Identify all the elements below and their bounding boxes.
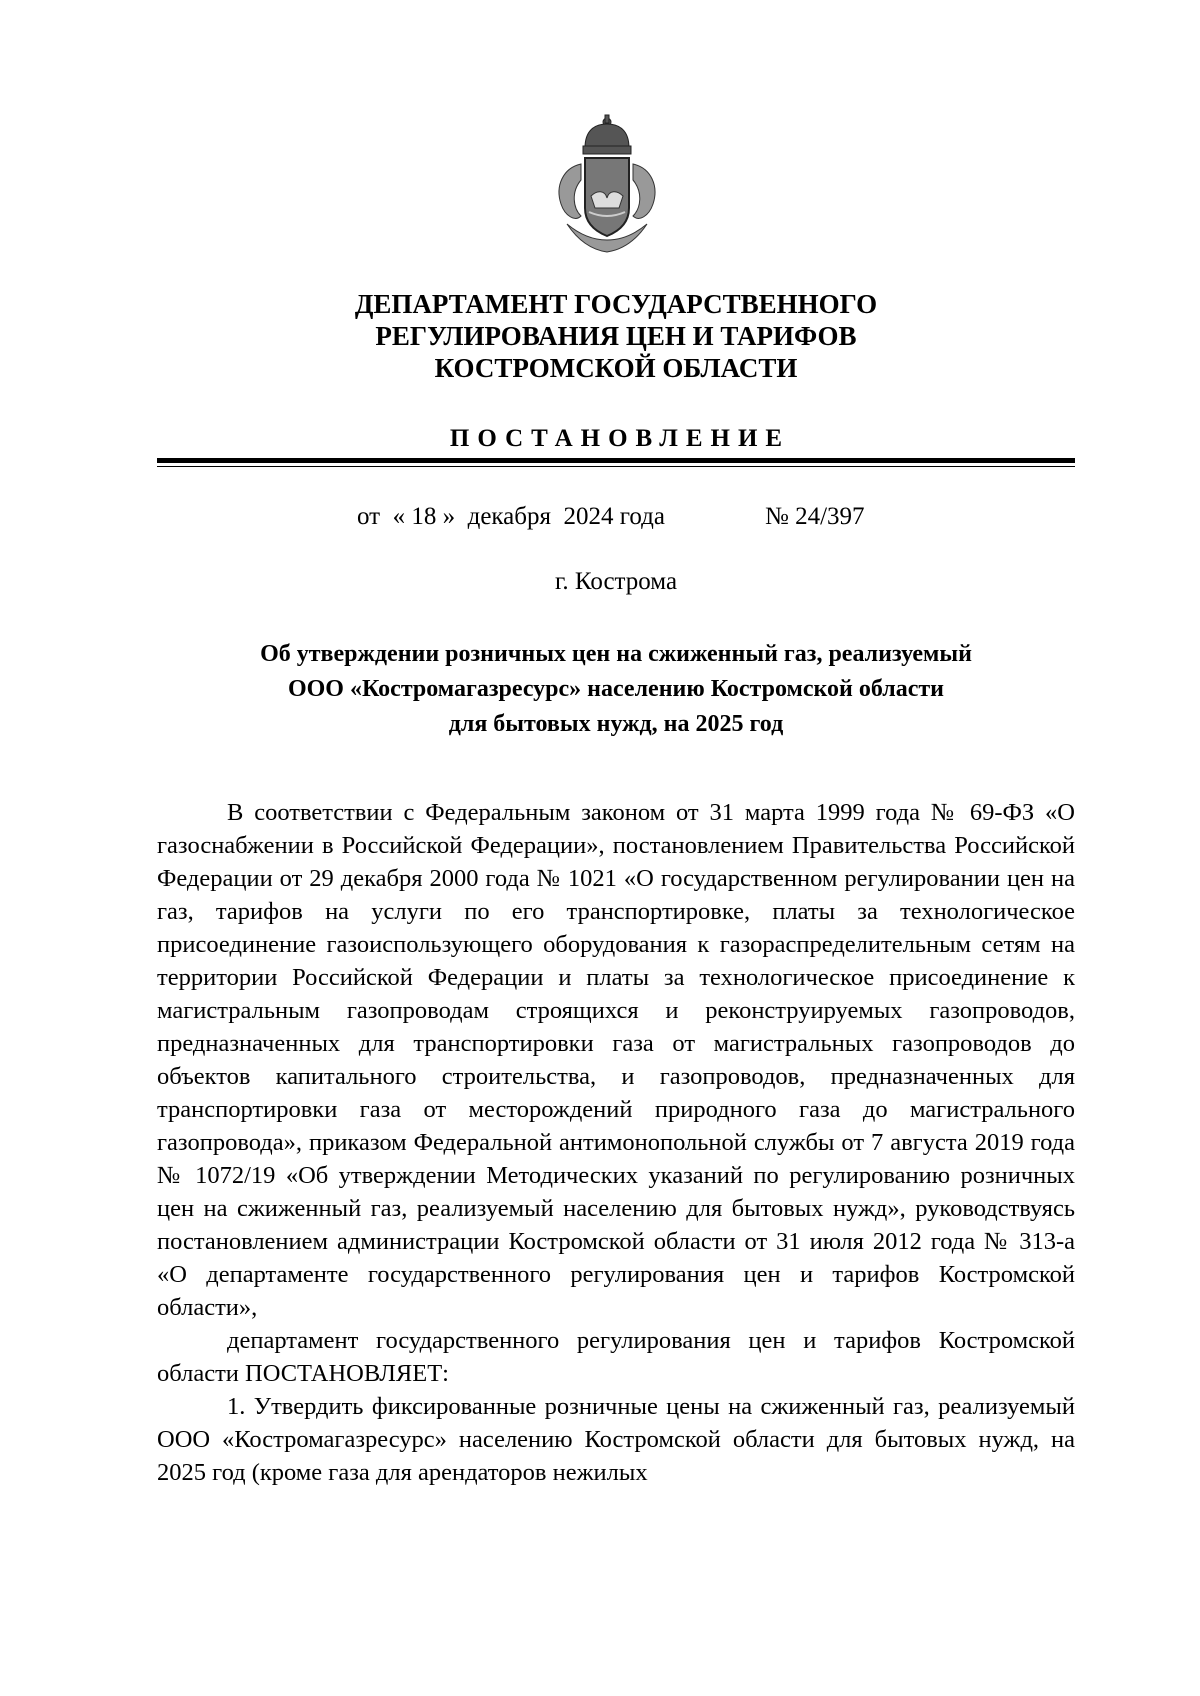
document-body xyxy=(157,796,1075,1489)
department-name xyxy=(0,288,1200,384)
document-type-heading: ПОСТАНОВЛЕНИЕ xyxy=(449,425,791,452)
subject-line: Об утверждении розничных цен на сжиженный газ, реализуемый xyxy=(260,641,972,667)
document-subject xyxy=(0,637,1200,742)
body-paragraph: департамент государственного регулирования цен и тарифов Костромской области ПОСТАНОВЛЯЕТ: xyxy=(157,1327,1075,1387)
coat-of-arms-emblem xyxy=(545,112,669,260)
document-city: г. Кострома xyxy=(554,568,678,595)
department-line: ДЕПАРТАМЕНТ ГОСУДАРСТВЕННОГО xyxy=(354,289,878,319)
document-date: от « 18 » декабря 2024 года xyxy=(357,503,665,530)
body-paragraph: В соответствии с Федеральным законом от 31 марта 1999 года № 69-ФЗ «О газоснабжении в Российской Федерации», постановлением Правительства Российской Федерации от 29 декабря 2000 года № 1021 «О государственном регулировании цен на газ, тарифов на услуги по его транспортировке, платы за технологическое присоединение газоиспользующего оборудования к газораспределительным сетям на территории Российской Федерации и платы за технологическое присоединение к магистральным газопроводам строящихся и реконструируемых газопроводов, предназначенных для транспортировки газа от магистральных газопроводов до объектов капитального строительства, и газопроводов, предназначенных для транспортировки газа от месторождений природного газа до магистрального газопровода», приказом Федеральной антимонопольной службы от 7 августа 2019 года № 1072/19 «Об утверждении Методических указаний по регулированию розничных цен на сжиженный газ, реализуемый населению для бытовых нужд», руководствуясь постановлением администрации Костромской области от 31 июля 2012 года № 313-а «О департаменте государственного регулирования цен и тарифов Костромской области», xyxy=(157,799,1075,1321)
department-line: КОСТРОМСКОЙ ОБЛАСТИ xyxy=(434,353,798,383)
header-divider-thick xyxy=(157,458,1075,463)
subject-line: ООО «Костромагазресурс» населению Костромской области xyxy=(287,676,945,702)
document-number: № 24/397 xyxy=(765,503,865,530)
header-divider-thin xyxy=(157,466,1075,467)
department-line: РЕГУЛИРОВАНИЯ ЦЕН И ТАРИФОВ xyxy=(375,321,857,351)
subject-line: для бытовых нужд, на 2025 год xyxy=(448,711,784,737)
body-paragraph: 1. Утвердить фиксированные розничные цены на сжиженный газ, реализуемый ООО «Костромагазресурс» населению Костромской области для бытовых нужд, на 2025 год (кроме газа для арендаторов нежилых xyxy=(157,1393,1075,1486)
